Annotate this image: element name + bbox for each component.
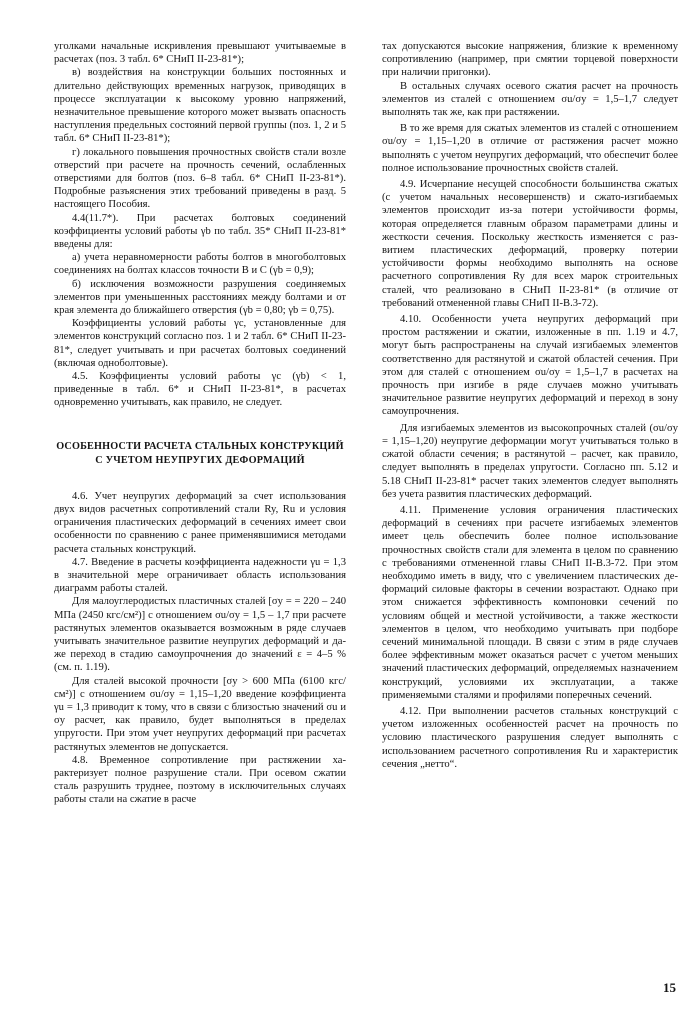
- paragraph: Коэффициенты условий работы γc, установленные для элементов конструкций согласно поз. 1 и 2 табл. 6* СНиП II-23-81*, следует учитывать и при расчетах болтовых соединений (включая одноболтовые).: [54, 318, 346, 369]
- paragraph: уголками начальные искривления превышают учитываемые в расчетах (поз. 3 табл. 6* СНиП II-23-81*);: [54, 41, 346, 66]
- paragraph: 4.7. Введение в расчеты коэффициента надежности γu = 1,3 в значительной мере ограничивает область использования диаграмм работы сталей.: [54, 556, 346, 595]
- right-column: [382, 40, 678, 771]
- paragraph: 4.5. Коэффициенты условий работы γc (γb) < 1, приведенные в табл. 6* и СНиП II-23-81*, в расчетах одновременно учитывать, как правило, не следует.: [54, 371, 346, 409]
- paragraph: В то же время для сжатых элементов из сталей с отношением σu/σy = 1,15–1,20 в отличие от растяжения расчет можно выполнять с учетом неупругих деформаций, что обеспечит более полное использование прочностных свойств сталей.: [382, 123, 678, 174]
- left-column: [54, 40, 346, 807]
- paragraph: Для изгибаемых элементов из высокопрочных сталей (σu/σy = 1,15–1,20) неупругие деформации могут учитываться только в сжатой области сечения; в растянутой – расчет, как правило, следует выполнять в пределах упругости. Согласно пп. 5.12 и 5.18 СНиП II-23-81* расчет таких элементов следует выполнять без учета развития пластических деформаций.: [382, 422, 678, 500]
- paragraph: б) исключения возможности разрушения соединяемых элементов при уменьшенных расстояниях между болтами и от края элемента до ближайшего отверстия (γb = 0,80; γb = 0,75).: [54, 278, 346, 317]
- paragraph: в) воздействия на конструкции больших постоянных и длительно действующих временных нагрузок, приводящих в процессе эксплуатации к высокому уровню напряжений, незначительное превышение которого может вызвать опасность наступления предельных состояний первой группы (поз. 1, 2 и 5 табл. 6* СНиП II-23-81*);: [54, 67, 346, 145]
- paragraph: 4.9. Исчерпание несущей способности большинства сжатых (с учетом начальных несовершенств) и сжато-изгибаемых элементов происходит из-за потери устойчивости формы, которая определяется главным образом параметрами длины и жесткости сечения. Поскольку жесткость изменяется с развитием пластических деформаций, проверку потерии устойчивости формы необходимо выполнять на основе расчетного сопротивления Ry для всех марок строительных сталей, что реализовано в СНиП II-23-81* (в отличие от требований отмененной главы СНиП II-В.3-72).: [382, 179, 678, 309]
- paragraph: г) локального повышения прочностных свойств стали возле отверстий при расчете на прочность сечений, ослабленных отверстиями для болтов (поз. 6–8 табл. 6* СНиП II-23-81*). Подробные разъяснения этих требований приведены в разд. 5 настоящего Пособия.: [54, 146, 346, 211]
- paragraph: Для малоуглеродистых пластичных сталей [σy = = 220 – 240 МПа (2450 кгс/см²)] с отношением σu/σy = 1,5 – 1,7 при расчете растянутых элементов оказывается возможным в ряде случаев учитывать значительное развитие неупругих деформаций и даже переход в стадию самоупрочнения до значений ε = 4–5 % (см. п. 1.19).: [54, 596, 346, 674]
- paragraph: а) учета неравномерности работы болтов в многоболтовых соединениях на болтах классов точности В и С (γb = 0,9);: [54, 252, 346, 277]
- paragraph: Для сталей высокой прочности [σy > 600 МПа (6100 кгс/см²)] с отношением σu/σy = 1,15–1,20 введение коэффициента γu = 1,3 приводит к тому, что в связи с близостью значений σu и σy расчет, как правило, будет выполняться в пределах упругости. При этом учет неупругих деформаций при расчетах растянутых элементов не допускается.: [54, 675, 346, 753]
- page-number: 15: [663, 979, 676, 995]
- paragraph: тах допускаются высокие напряжения, близкие к временному сопротивлению (например, при смятии торцевой поверхности при наличии пригонки).: [382, 41, 678, 79]
- paragraph: 4.6. Учет неупругих деформаций за счет использования двух видов расчетных сопротивлений стали Ry, Ru и условия ограничения пластических деформаций в сечениях имеет свои особенности по сравнению с ранее применявшимися методами расчета стальных конструкций.: [54, 490, 346, 555]
- paragraph: 4.12. При выполнении расчетов стальных конструкций с учетом изложенных особенностей расчет на прочность по условию пластического разрушения следует выполнять с использованием расчетного сопротивления Ru и характеристик сечения „нетто“.: [382, 705, 678, 770]
- paragraph: 4.4(11.7*). При расчетах болтовых соединений коэффициенты условий работы γb по табл. 35* СНиП II-23-81* введены для:: [54, 212, 346, 251]
- section-heading: ОСОБЕННОСТИ РАСЧЕТА СТАЛЬНЫХ КОНСТРУКЦИЙ С УЧЕТОМ НЕУПРУГИХ ДЕФОРМАЦИЙ: [56, 440, 344, 466]
- paragraph: 4.10. Особенности учета неупругих деформаций при простом растяжении и сжатии, изложенные в пп. 1.19 и 4.7, могут быть распространены на случай изгибаемых элементов соответственно для растянутой и сжатой областей сечения. При этом для сталей с отношением σu/σy = 1,5–1,7 в расчетах на прочность при изгибе в ряде случаев можно учитывать значительное развитие неупругих деформаций и переход в зону самоупрочнения.: [382, 314, 678, 418]
- paragraph: 4.11. Применение условия ограничения пластических деформаций в сечениях при расчете изгибаемых элементов имеет цель обеспечить более полное использование прочностных свойств стали для элемента в целом по сравнению с требованиями отмененной главы СНиП II-В.3-72. При этом необходимо иметь в виду, что с увеличением пластических деформаций силовые факторы в сечении возрастают. Однако при этом снижается эффективность компоновки сечений по условиям общей и местной устойчивости, а также жесткости элементов в целом, что необходимо учитывать при подборе сечений минимальной площади. В связи с этим в ряде случаев более эффективным может оказаться расчет с учетом меньших значений пластических деформаций, определяемых назначением конструкций, условиями их эксплуатации, а также применяемыми сталями и профилями поперечных сечений.: [382, 504, 678, 701]
- paragraph: В остальных случаях осевого сжатия расчет на прочность элементов из сталей с отношением σu/σy = 1,5–1,7 следует выполнять так же, как при растяжении.: [382, 80, 678, 119]
- paragraph: 4.8. Временное сопротивление при растяжении характеризует полное разрушение стали. При осевом сжатии сталь разрушить труднее, поэтому в исключительных случаях работы стали на сжатие в расче: [54, 754, 346, 806]
